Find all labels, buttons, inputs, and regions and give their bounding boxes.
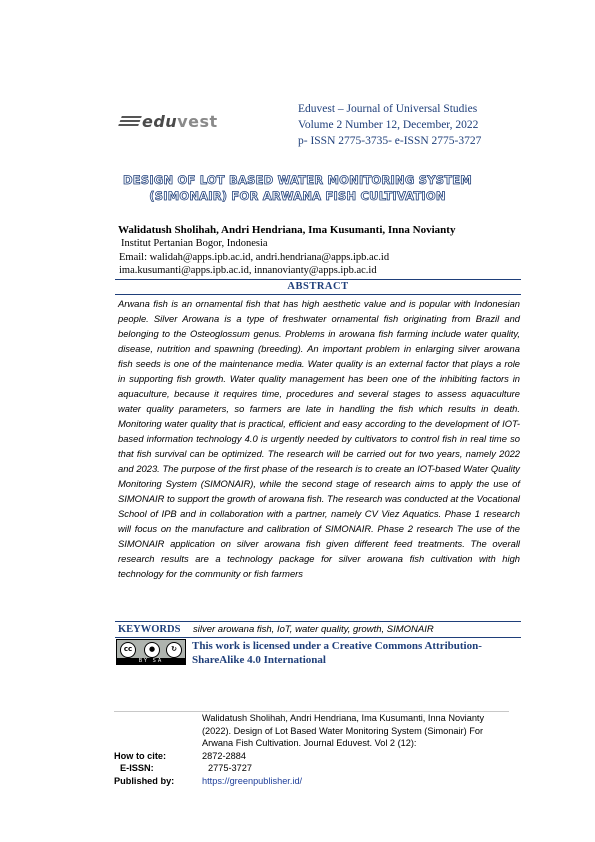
abstract-text: Arwana fish is an ornamental fish that has high aesthetic value and is popular with Indonesian people. Silver Arowana is a type of freshwater ornamental fish originating from Brazil and belonging to the Osteoglossum genus. Problems in arowana fish farming include water quality, disease, nutrition and spawning (breeding). An important problem in enlarging silver arowana fish seeds is one of the maintenance media. Water quality is an external factor that plays a role in supporting fish growth. Water quality management has been one of the inhibiting factors in aquaculture, because it requires time, procedures and several stages to assess aquaculture water quality parameters, so farmers are late in handling the fish which results in death. Monitoring water quality that is practical, efficient and easy according to the development of IOT-based information technology 4.0 is urgently needed by cultivators to control fish in real time so that fish survival can be optimized. The research will be carried out for two years, namely 2022 and 2023. The purpose of the first phase of the research is to create an IOT-based Water Quality Monitoring System (SIMONAIR), while the second stage of research aims to apply the use of SIMONAIR to support the growth of arowana fish. The research was conducted at the Vocational School of IPB and in collaboration with a partner, namely CV Viez Aquatics. Phase 1 research will focus on the manufacture and calibration of SIMONAIR. Phase 2 research The use of the SIMONAIR application on silver arowana fish given different feed treatments. The overall research results are a technology package for silver arowana fish cultivation with high technology for the community or fish farmers	[118, 298, 520, 579]
eissn-value: 2775-3727	[208, 763, 252, 774]
journal-issn: p- ISSN 2775-3735- e-ISSN 2775-3727	[298, 135, 482, 147]
journal-volume: Volume 2 Number 12, December, 2022	[298, 119, 479, 131]
eissn-label: E-ISSN:	[120, 763, 154, 774]
cc-icon: cc	[120, 642, 136, 658]
keywords-row	[115, 621, 521, 638]
cc-license-badge[interactable]	[116, 639, 186, 665]
keywords-value: silver arowana fish, IoT, water quality, growth, SIMONAIR	[193, 624, 434, 635]
citation-text: Walidatush Sholihah, Andri Hendriana, Ima Kusumanti, Inna Novianty (2022). Design of Lot Based Water Monitoring System (Simonair) For Arwana Fish Cultivation. Journal Eduvest. Vol 2 (12):	[202, 713, 485, 749]
keywords-label: KEYWORDS	[118, 624, 181, 635]
by-attribution-icon: ●	[144, 642, 160, 658]
paper-title-line1: DESIGN OF LOT BASED WATER MONITORING SYSTEM	[123, 173, 472, 187]
journal-info	[298, 101, 481, 149]
publisher-link[interactable]: https://greenpublisher.id/	[202, 775, 303, 786]
publisher-row	[114, 775, 509, 788]
how-to-cite-row	[114, 750, 509, 763]
citation-pages: 2872-2884	[202, 750, 246, 761]
publisher-label: Published by:	[114, 775, 175, 786]
affiliation: Institut Pertanian Bogor, Indonesia	[121, 238, 268, 249]
license-text[interactable]: This work is licensed under a Creative Commons Attribution-ShareAlike 4.0 International	[192, 640, 482, 666]
logo-wordmark: eduvest	[142, 111, 218, 131]
eissn-row	[114, 762, 509, 775]
paper-title-line2: (SIMONAIR) FOR ARWANA FISH CULTIVATION	[149, 189, 446, 203]
email-line-1: Email: walidah@apps.ipb.ac.id, andri.hendriana@apps.ipb.ac.id	[119, 252, 390, 263]
how-to-cite-label: How to cite:	[114, 750, 167, 761]
abstract-heading: ABSTRACT	[115, 279, 521, 295]
cc-badge-strip: BY SA	[117, 658, 185, 664]
citation-text-row	[114, 712, 509, 750]
email-line-2: ima.kusumanti@apps.ipb.ac.id, innanovianty@apps.ipb.ac.id	[119, 265, 377, 276]
share-alike-icon: ↻	[166, 642, 182, 658]
citation-box	[114, 711, 509, 788]
journal-name: Eduvest – Journal of Universal Studies	[298, 103, 478, 115]
paper-title	[100, 172, 495, 204]
eduvest-logo	[120, 110, 270, 132]
author-list: Walidatush Sholihah, Andri Hendriana, Ima Kusumanti, Inna Novianty	[118, 224, 456, 236]
logo-lines-icon	[118, 116, 142, 126]
